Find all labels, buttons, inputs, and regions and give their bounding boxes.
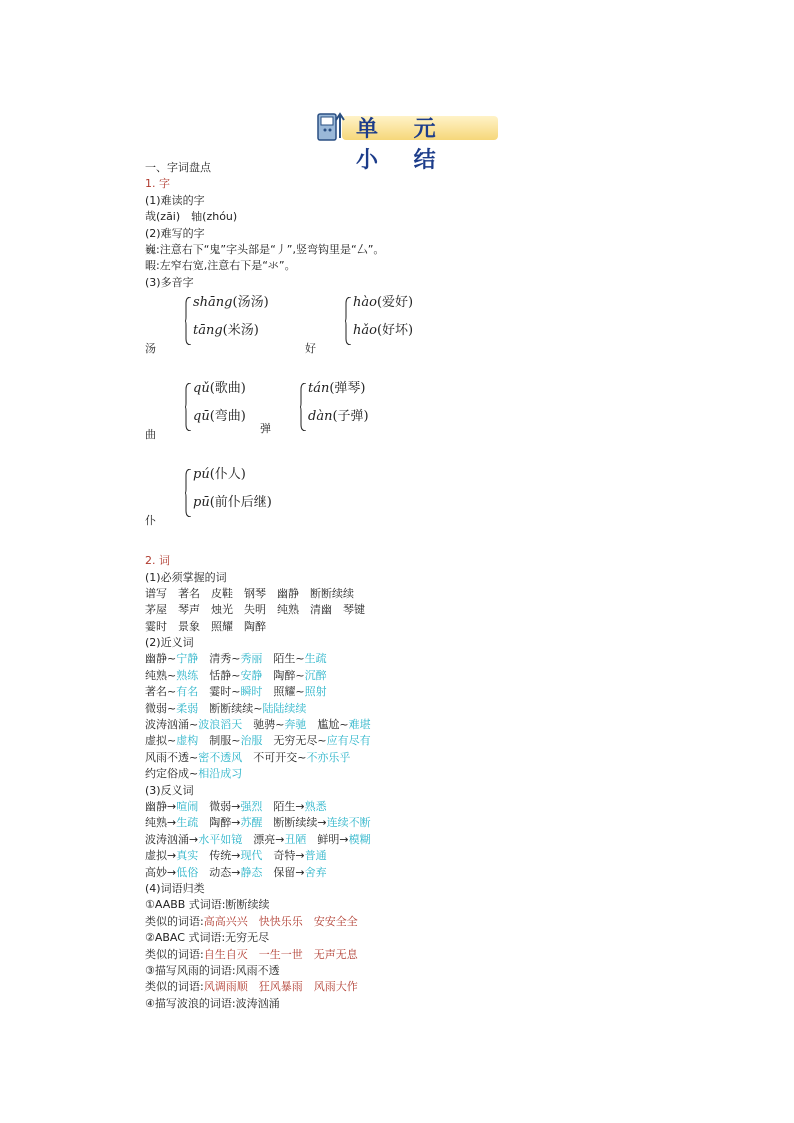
answer-word: 陆陆续续 [262,701,307,715]
answer-word: 应有尽有 [326,734,371,748]
word: 清秀~ [198,652,241,666]
similar-words-row [145,979,665,995]
answer-word: 低俗 [176,865,199,879]
word: 制服~ [198,734,241,748]
synonym-row [145,684,665,700]
brace-icon [185,297,191,345]
synonym-row [145,750,665,766]
sub-heading-characters: 1. 字 [145,177,170,191]
similar-words: 风调雨顺 狂风暴雨 风雨大作 [203,980,358,994]
word: 幽静~ [145,652,177,666]
answer-word: 模糊 [348,832,371,846]
answer-word: 安静 [240,668,263,682]
polyphone-item [145,467,345,527]
similar-words-row [145,947,665,963]
word: 纯熟~ [145,668,177,682]
answer-word: 不亦乐乎 [306,750,351,764]
word: 幽静→ [145,799,177,813]
word: 波涛汹涌→ [145,832,199,846]
polyphone-item [145,295,305,355]
synonym-row [145,766,665,782]
poly-word: (弯曲) [209,409,246,425]
similar-words: 高高兴兴 快快乐乐 安安全全 [203,914,358,928]
poly-word: (子弹) [332,409,369,425]
word: 虚拟~ [145,734,177,748]
answer-word: 瞬时 [240,685,263,699]
must-title: (1)必须掌握的词 [145,570,227,584]
word: 动态→ [198,865,241,879]
answer-word: 难堪 [348,718,371,732]
poly-pinyin: dàn [308,409,333,425]
poly-word: (爱好) [376,295,414,311]
polyphone-row [145,467,665,539]
category-title: (4)词语归类 [145,881,205,895]
word: 陌生~ [262,652,305,666]
similar-label: 类似的词语: [145,980,204,994]
answer-word: 丑陋 [284,832,307,846]
synonym-row [145,668,665,684]
word: 奇特→ [262,849,305,863]
similar-words-row [145,914,665,930]
brace-icon [300,383,306,431]
answer-word: 秀丽 [240,652,263,666]
polyphone-row [145,295,665,367]
word: 波涛汹涌~ [145,718,199,732]
word: 传统→ [198,849,241,863]
answer-word: 真实 [176,849,199,863]
answer-word: 舍弃 [304,865,327,879]
poly-pinyin: tāng [193,323,223,339]
word: 恬静~ [198,668,241,682]
hard-read-title: (1)难读的字 [145,193,205,207]
synonym-row [145,733,665,749]
must-words: 茅屋 琴声 烛光 失明 纯熟 清幽 琴键 [145,603,365,617]
answer-word: 虚构 [176,734,199,748]
polyphone-item [305,295,465,355]
polyphone-row [145,381,665,453]
hard-write-line: 暇:左窄右宽,注意右下是“氺”。 [145,259,296,273]
brace-icon [185,469,191,517]
answer-word: 生疏 [304,652,327,666]
answer-word: 有名 [176,685,199,699]
answer-word: 波浪滔天 [198,718,243,732]
polyphone-title: (3)多音字 [145,275,194,289]
poly-word: (好坏) [376,323,414,339]
poly-pinyin: shāng [193,295,233,311]
poly-pinyin: hào [353,295,377,311]
answer-word: 强烈 [240,799,263,813]
word: 风雨不透~ [145,750,199,764]
polyphone-item [260,381,420,441]
brace-icon [185,383,191,431]
word: 断断续续~ [198,701,263,715]
word: 保留→ [262,865,305,879]
word: 约定俗成~ [145,767,199,781]
poly-char: 汤 [145,342,156,356]
word: 著名~ [145,685,177,699]
answer-word: 宁静 [176,652,199,666]
word: 高妙→ [145,865,177,879]
category-label: ②ABAC 式词语:无穷无尽 [145,931,270,945]
poly-word: (米汤) [222,323,259,339]
hard-write-line: 巍:注意右下“鬼”字头部是“丿”,竖弯钩里是“厶”。 [145,242,385,256]
antonym-row [145,799,665,815]
poly-pinyin: qǔ [193,381,210,397]
answer-word: 熟悉 [304,799,327,813]
category-list [145,897,665,1012]
similar-label: 类似的词语: [145,914,204,928]
poly-char: 仆 [145,514,156,528]
similar-words: 自生自灭 一生一世 无声无息 [203,947,358,961]
word: 断断续续→ [262,816,327,830]
answer-word: 生疏 [176,816,199,830]
section-heading: 一、字词盘点 [145,161,211,174]
answer-word: 相沿成习 [198,767,243,781]
category-label: ④描写波浪的词语:波涛汹涌 [145,996,280,1010]
must-words: 谱写 著名 皮鞋 钢琴 幽静 断断续续 [145,586,354,600]
poly-char: 好 [305,342,316,356]
antonym-list [145,799,665,881]
poly-pinyin: qū [193,409,210,425]
word: 陶醉~ [262,668,305,682]
synonym-title: (2)近义词 [145,636,194,650]
category-label: ①AABB 式词语:断断续续 [145,898,270,912]
word: 无穷无尽~ [262,734,327,748]
hard-read-items: 哉(zāi) 轴(zhóu) [145,210,238,224]
unit-summary-banner [312,108,500,173]
must-words: 霎时 景象 照耀 陶醉 [145,619,266,633]
word: 微弱~ [145,701,177,715]
synonym-list [145,651,665,782]
poly-word: (汤汤) [232,295,269,311]
word: 陌生→ [262,799,305,813]
answer-word: 喧闹 [176,799,199,813]
poly-word: (歌曲) [209,381,246,397]
banner-title: 单 元 小 结 [356,116,450,173]
antonym-row [145,815,665,831]
answer-word: 柔弱 [176,701,199,715]
word: 陶醉→ [198,816,241,830]
poly-pinyin: pū [193,495,210,511]
word: 微弱→ [198,799,241,813]
sub-heading-words: 2. 词 [145,554,170,568]
poly-pinyin: tán [308,381,330,397]
answer-word: 沉醉 [304,668,327,682]
synonym-row [145,651,665,667]
word: 霎时~ [198,685,241,699]
word: 驰骋~ [242,718,285,732]
poly-char: 弹 [260,422,271,436]
answer-word: 密不透风 [198,750,243,764]
answer-word: 水平如镜 [198,832,243,846]
category-label: ③描写风雨的词语:风雨不透 [145,963,280,977]
similar-label: 类似的词语: [145,947,204,961]
poly-word: (前仆后继) [209,495,272,511]
answer-word: 熟练 [176,668,199,682]
antonym-row [145,832,665,848]
synonym-row [145,717,665,733]
antonym-row [145,848,665,864]
synonym-row [145,701,665,717]
answer-word: 普通 [304,849,327,863]
answer-word: 照射 [304,685,327,699]
answer-word: 奔驰 [284,718,307,732]
poly-pinyin: pú [193,467,210,483]
word: 纯熟→ [145,816,177,830]
answer-word: 苏醒 [240,816,263,830]
answer-word: 治服 [240,734,263,748]
word: 不可开交~ [242,750,307,764]
antonym-title: (3)反义词 [145,783,194,797]
poly-pinyin: hǎo [353,323,377,339]
hard-write-title: (2)难写的字 [145,226,205,240]
answer-word: 连续不断 [326,816,371,830]
answer-word: 静态 [240,865,263,879]
poly-char: 曲 [145,428,156,442]
word: 照耀~ [262,685,305,699]
word: 漂亮→ [242,832,285,846]
antonym-row [145,865,665,881]
word: 鲜明→ [306,832,349,846]
word: 尴尬~ [306,718,349,732]
word: 虚拟→ [145,849,177,863]
book-icon [312,108,348,144]
brace-icon [345,297,351,345]
content [145,160,665,1012]
poly-word: (仆人) [209,467,246,483]
answer-word: 现代 [240,849,263,863]
poly-word: (弹琴) [329,381,366,397]
